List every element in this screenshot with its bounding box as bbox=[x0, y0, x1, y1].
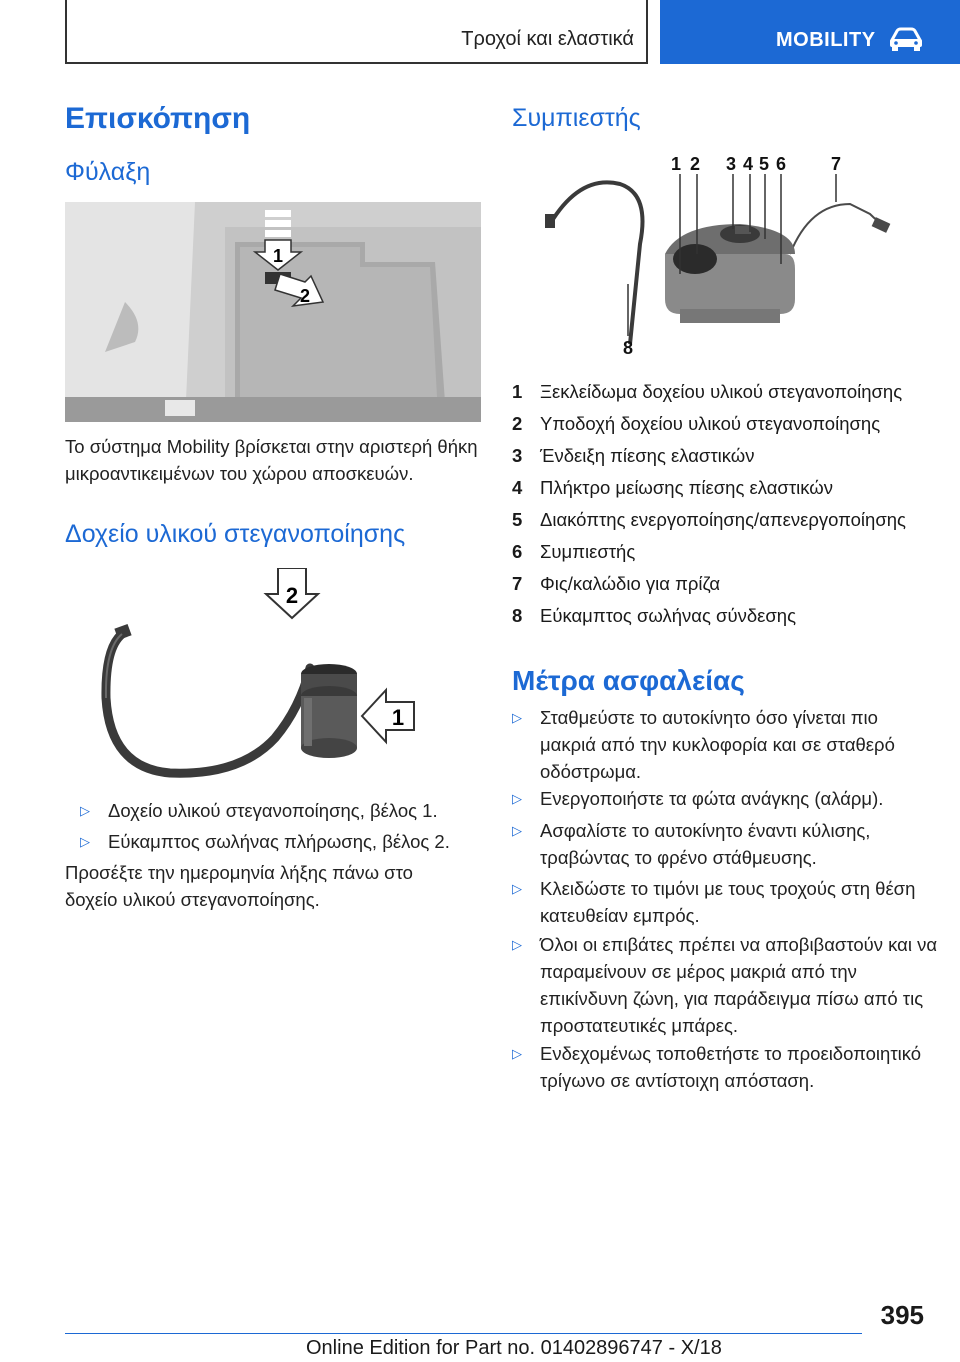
safety-heading: Μέτρα ασφαλείας bbox=[512, 665, 745, 696]
sealant-container-figure bbox=[100, 568, 420, 778]
header-left-box bbox=[65, 0, 648, 64]
container-note: Προσέξτε την ημερομηνία λήξης πάνω στο δοχείο υλικού στεγανοποίησης. bbox=[65, 862, 413, 910]
fig-label-5: 5 bbox=[758, 154, 770, 174]
fig-label-2: 2 bbox=[689, 154, 701, 174]
footer-divider bbox=[65, 1333, 862, 1334]
container-fig-label-1: 1 bbox=[391, 705, 405, 730]
triangle-bullet-icon: ▷ bbox=[512, 937, 522, 952]
fig-label-4: 4 bbox=[742, 154, 754, 174]
triangle-bullet-icon: ▷ bbox=[512, 791, 522, 806]
storage-heading: Φύλαξη bbox=[65, 158, 151, 186]
triangle-bullet-icon: ▷ bbox=[512, 710, 522, 725]
compressor-heading: Συμπιεστής bbox=[512, 104, 641, 132]
section-title: Τροχοί και ελαστικά bbox=[461, 28, 634, 50]
page-number: 395 bbox=[880, 1300, 924, 1330]
triangle-bullet-icon: ▷ bbox=[512, 823, 522, 838]
fig-label-7: 7 bbox=[830, 154, 842, 174]
fig-label-6: 6 bbox=[775, 154, 787, 174]
photo-label-2: 2 bbox=[299, 286, 311, 306]
storage-text: Το σύστημα Mobility βρίσκεται στην αριστερή θήκη μικροαντικειμένων του χώρου αποσκευών. bbox=[65, 436, 478, 484]
chapter-title: MOBILITY bbox=[776, 29, 876, 51]
page-title: Επισκόπηση bbox=[65, 102, 251, 135]
triangle-bullet-icon: ▷ bbox=[80, 803, 90, 818]
compressor-figure bbox=[540, 154, 900, 360]
car-icon bbox=[888, 26, 924, 52]
triangle-bullet-icon: ▷ bbox=[512, 881, 522, 896]
container-fig-label-2: 2 bbox=[285, 583, 299, 608]
fig-label-1: 1 bbox=[670, 154, 682, 174]
header-chapter-tab bbox=[660, 0, 960, 64]
fig-label-3: 3 bbox=[725, 154, 737, 174]
triangle-bullet-icon: ▷ bbox=[80, 834, 90, 849]
fig-label-8: 8 bbox=[622, 338, 634, 358]
trunk-compartment-photo bbox=[65, 202, 481, 422]
container-heading: Δοχείο υλικού στεγανοποίησης bbox=[65, 520, 406, 548]
triangle-bullet-icon: ▷ bbox=[512, 1046, 522, 1061]
edition-footer: Online Edition for Part no. 01402896747 - X/18 bbox=[306, 1337, 722, 1359]
photo-label-1: 1 bbox=[272, 246, 284, 266]
